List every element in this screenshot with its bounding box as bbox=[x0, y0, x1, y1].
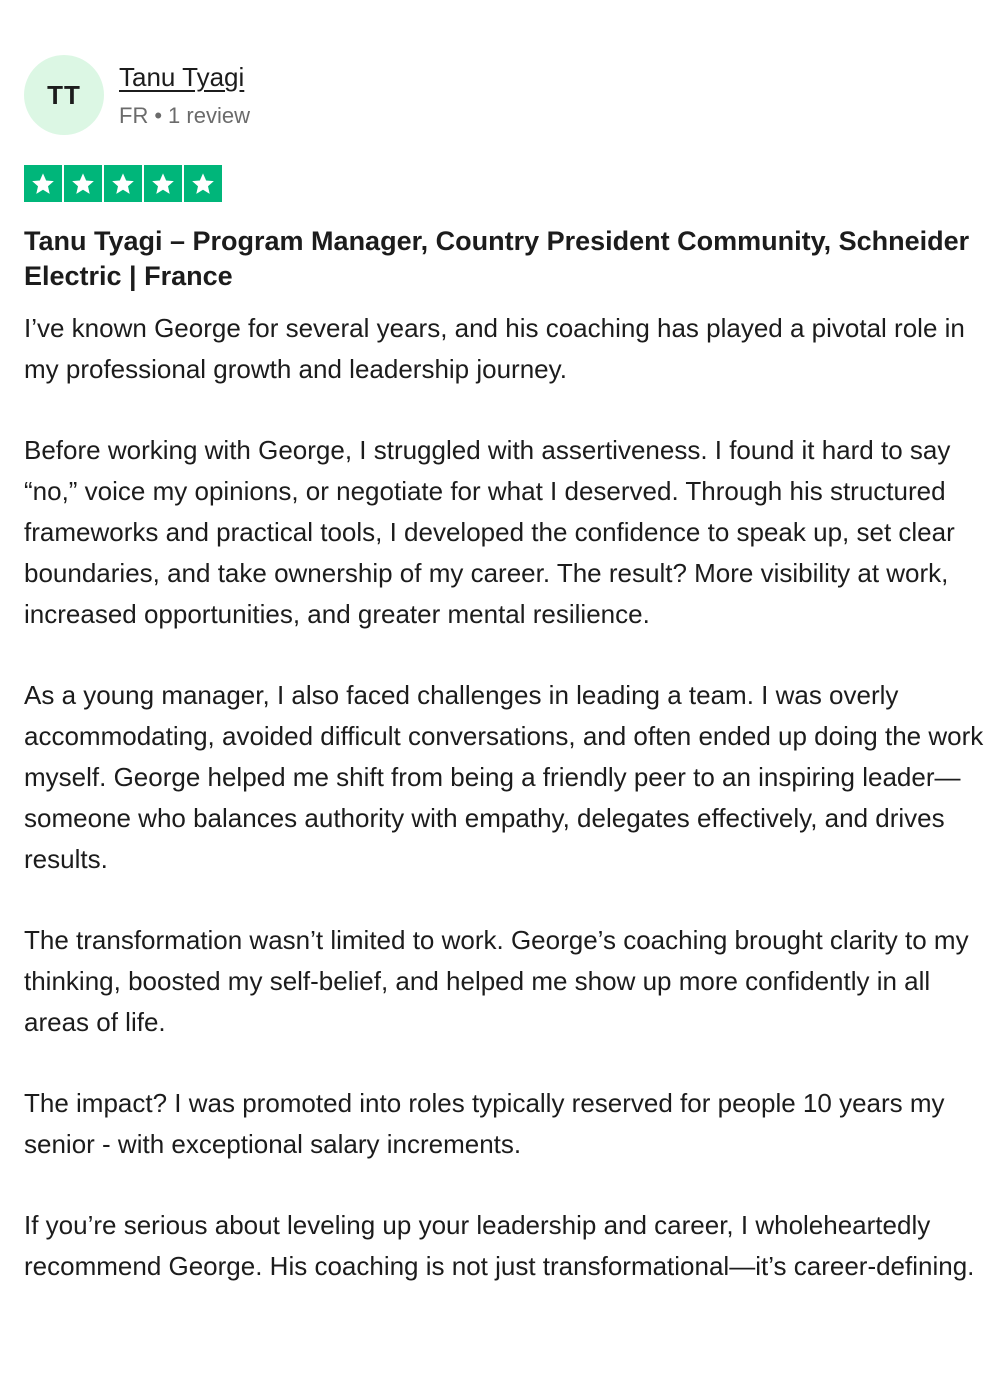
review-title: Tanu Tyagi – Program Manager, Country President Community, Schneider Electric | France bbox=[24, 226, 970, 291]
reviewer-info bbox=[119, 60, 250, 130]
star-rating bbox=[24, 165, 222, 202]
review-paragraph: If you’re serious about leveling up your leadership and career, I wholeheartedly recommend George. His coaching is not just transformational—it’s career-defining. bbox=[24, 1210, 975, 1281]
reviewer-header bbox=[24, 55, 250, 135]
avatar[interactable] bbox=[24, 55, 104, 135]
review-paragraph: The impact? I was promoted into roles typically reserved for people 10 years my senior - with exceptional salary increments. bbox=[24, 1088, 945, 1159]
star-icon bbox=[184, 165, 222, 202]
reviewer-meta bbox=[119, 102, 250, 130]
star-icon bbox=[104, 165, 142, 202]
reviewer-name-link[interactable]: Tanu Tyagi bbox=[119, 62, 245, 92]
reviewer-country: FR bbox=[119, 103, 149, 128]
review-paragraph: Before working with George, I struggled with assertiveness. I found it hard to say “no,” voice my opinions, or negotiate for what I deserved. Through his structured frameworks and practical tools, I developed the confidence to speak up, set clear boundaries, and take ownership of my career. The result? More visibility at work, increased opportunities, and greater mental resilience. bbox=[24, 435, 955, 629]
reviewer-review-count: 1 review bbox=[168, 103, 250, 128]
meta-separator: • bbox=[154, 103, 163, 128]
avatar-initials: TT bbox=[47, 79, 81, 110]
review-paragraph: I’ve known George for several years, and his coaching has played a pivotal role in my professional growth and leadership journey. bbox=[24, 313, 965, 384]
review-paragraph: The transformation wasn’t limited to work. George’s coaching brought clarity to my thinking, boosted my self-belief, and helped me show up more confidently in all areas of life. bbox=[24, 925, 969, 1037]
star-icon bbox=[64, 165, 102, 202]
review-paragraph: As a young manager, I also faced challenges in leading a team. I was overly accommodating, avoided difficult conversations, and often ended up doing the work myself. George helped me shift from being a friendly peer to an inspiring leader—someone who balances authority with empathy, delegates effectively, and drives results. bbox=[24, 680, 984, 874]
review-body bbox=[24, 308, 986, 1327]
star-icon bbox=[24, 165, 62, 202]
star-icon bbox=[144, 165, 182, 202]
